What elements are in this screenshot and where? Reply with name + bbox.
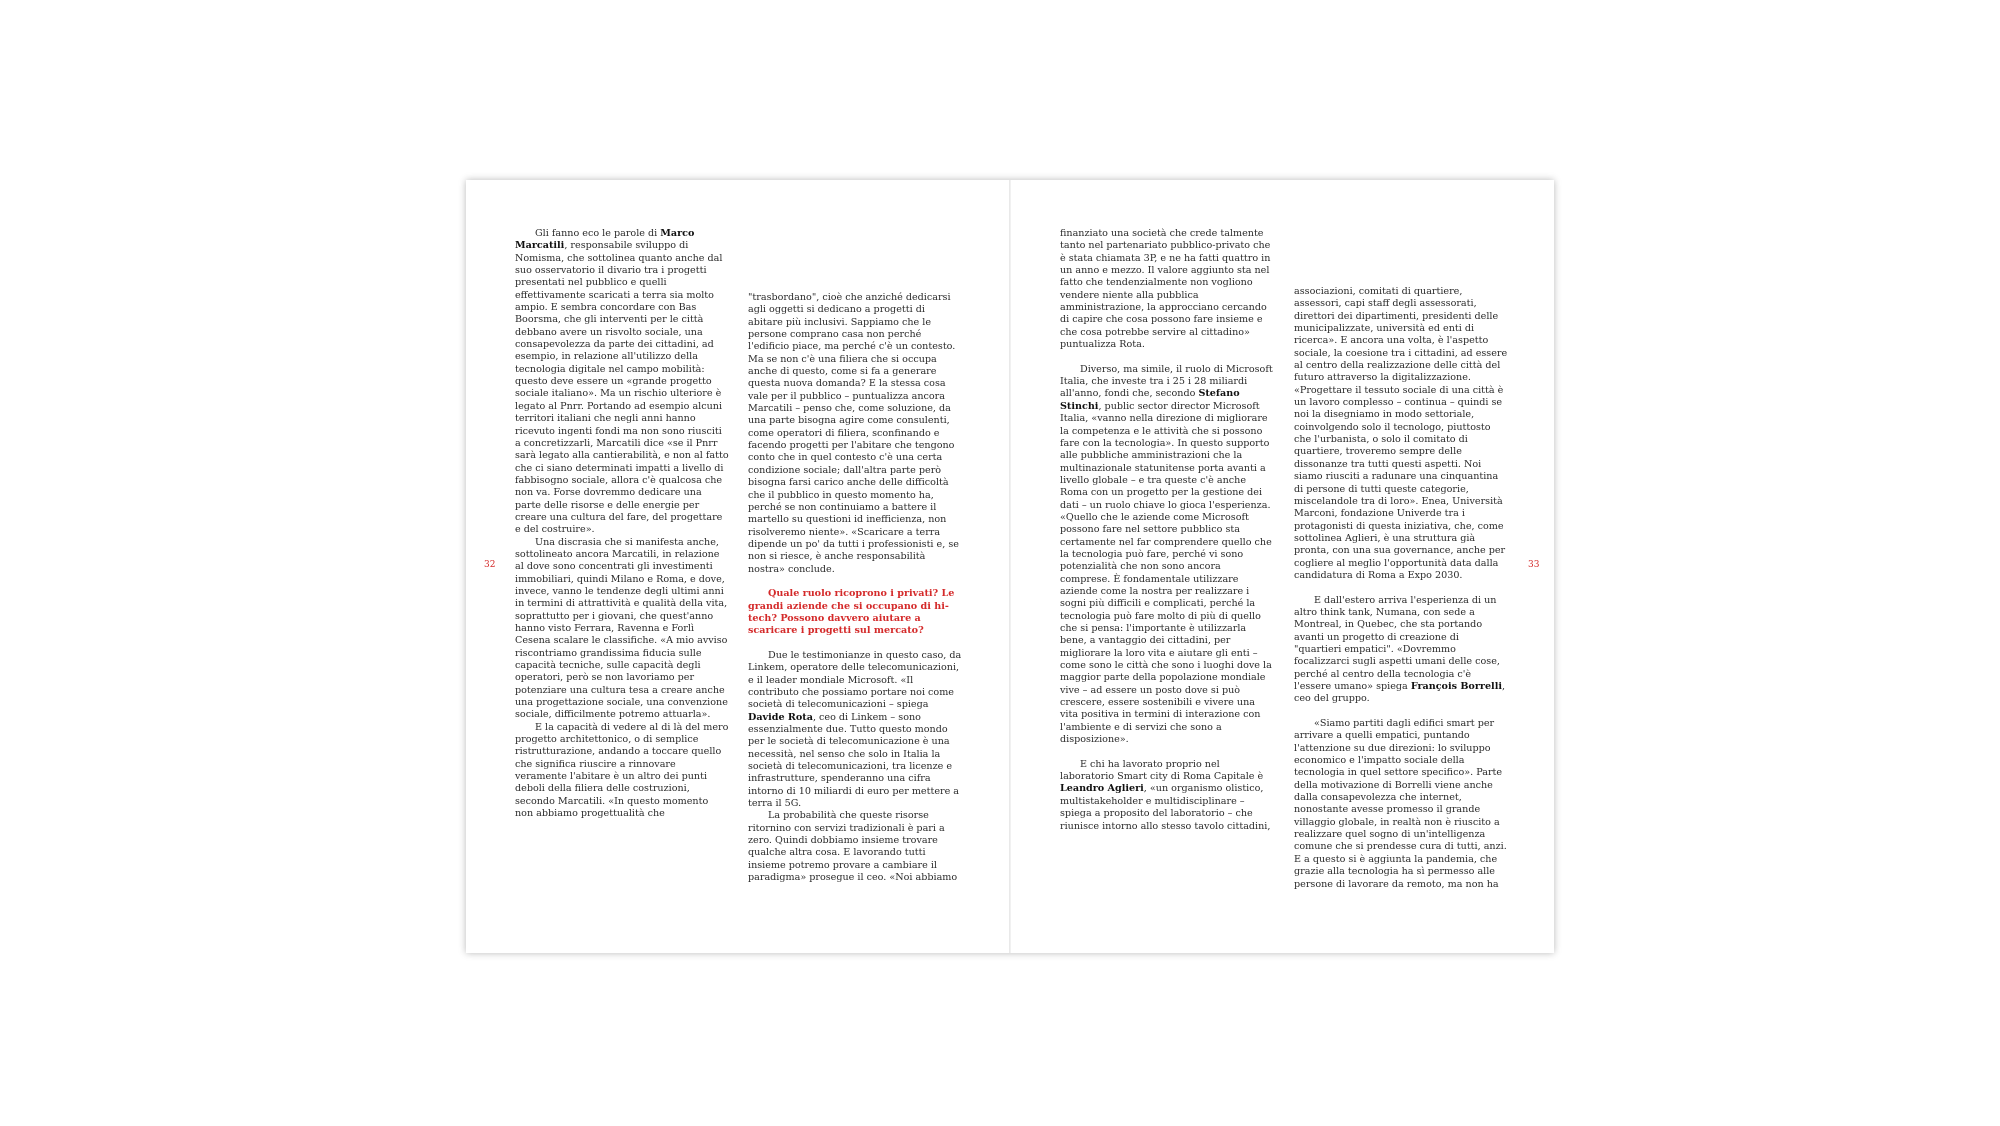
text-column-2 [748, 292, 962, 885]
person-name: Davide Rota [748, 711, 813, 723]
text-run: Quale ruolo ricoprono i privati? Le grandi aziende che si occupano di hi-tech? Possono davvero aiutare a scaricare i progetti sul mercato? [748, 588, 955, 637]
text-run: associazioni, comitati di quartiere, assessori, capi staff degli assessorati, direttori dei dipartimenti, presidenti delle municipalizzate, università ed enti di ricerca». E ancora una volta, è l'aspetto sociale, la coesione tra i cittadini, ad essere al centro della realizzazione delle città del futuro attraverso la digitalizzazione. «Progettare il tessuto sociale di una città è un lavoro complesso – continua – quindi se noi la disegniamo in modo settoriale, coinvolgendo solo il tecnologo, piuttosto che l'urbanista, o solo il comitato di quartiere, troveremo sempre delle dissonanze tra tutti questi aspetti. Noi siamo riusciti a radunare una cinquantina di persone di tutti queste categorie, miscelandole tra di loro». Enea, Università Marconi, fondazione Univerde tra i protagonisti di questa iniziativa, che, come sottolinea Aglieri, è una struttura già pronta, con una sua governance, anche per cogliere al meglio l'opportunità data dalla candidatura di Roma a Expo 2030. [1294, 286, 1508, 581]
text-run: Gli fanno eco le parole di [535, 228, 661, 239]
paragraph [1060, 759, 1274, 833]
page-number-right: 33 [1528, 560, 1540, 570]
text-run: , responsabile sviluppo di Nomisma, che sottolinea quanto anche dal suo osservatorio il divario tra i progetti presentati nel pubblico e quelli effettivamente scaricati a terra sia molto ampio. E sembra concordare con Bas Boorsma, che gli interventi per le città debbano avere un risvolto sociale, una consapevolezza da parte dei cittadini, ad esempio, in relazione all'utilizzo della tecnologia digitale nel campo mobilità: questo deve essere un «grande progetto sociale italiano». Ma un rischio ulteriore è legato al Pnrr. Portando ad esempio alcuni territori italiani che negli anni hanno ricevuto ingenti fondi ma non sono riusciti a concretizzarli, Marcatili dice «se il Pnrr sarà legato alla cantierabilità, e non al fatto che ci siano determinati impatti a livello di fabbisogno sociale, allora c'è qualcosa che non va. Forse dovremmo dedicare una parte delle risorse e delle energie per creare una cultura del fare, del progettare e del costruire». [515, 240, 729, 536]
person-name: François Borrelli [1410, 681, 1502, 692]
person-name: Stefano Stinchi [1060, 388, 1240, 412]
paragraph [515, 228, 729, 537]
section-question [748, 588, 962, 637]
magazine-spread [466, 180, 1554, 953]
person-name: Marco Marcatili [515, 228, 695, 252]
text-run: E la capacità di vedere al di là del mero progetto architettonico, o di semplice ristrutturazione, andando a toccare quello che significa riuscire a rinnovare veramente l'abitare è un altro dei punti deboli della filiera delle costruzioni, secondo Marcatili. «In questo momento non abbiamo progettualità che [515, 721, 729, 820]
page-fold [1009, 180, 1011, 953]
text-run: Diverso, ma simile, il ruolo di Microsoft Italia, che investe tra i 25 i 28 miliardi all'anno, fondi che, secondo [1060, 363, 1273, 400]
text-run: «Siamo partiti dagli edifici smart per arrivare a quelli empatici, puntando l'attenzione su due direzioni: lo sviluppo economico e l'impatto sociale della tecnologia in quel settore specifico». Parte della motivazione di Borrelli viene anche dalla consapevolezza che internet, nonostante avesse promesso il grande villaggio globale, in realtà non è riuscito a realizzare quel sogno di un'intelligenza comune che si prendesse cura di tutti, anzi. E a questo si è aggiunta la pandemia, che grazie alla tecnologia ha sì permesso alle persone di lavorare da remoto, ma non ha [1294, 718, 1507, 890]
text-run: La probabilità che queste risorse ritornino con servizi tradizionali è pari a zero. Quindi dobbiamo insieme trovare qualche altra cosa. E lavorando tutti insieme potremo provare a cambiare il paradigma» prosegue il ceo. «Noi abbiamo [748, 810, 958, 884]
paragraph [748, 810, 962, 884]
text-column-3 [1060, 228, 1274, 833]
text-run: "trasbordano", cioè che anziché dedicarsi agli oggetti si dedicano a progetti di abitare più inclusivi. Sappiamo che le persone comprano casa non perché l'edificio piace, ma perché c'è un contesto. Ma se non c'è una filiera che si occupa anche di questo, come si fa a generare questa nuova domanda? E la stessa cosa vale per il pubblico – puntualizza ancora Marcatili – penso che, come soluzione, da una parte bisogna agire come consulenti, come operatori di filiera, sconfinando e facendo progetti per l'abitare che tengono conto che in quel contesto c'è una certa condizione sociale; dall'altra parte però bisogna farsi carico anche delle difficoltà che il pubblico in questo momento ha, perché se non continuiamo a battere il martello su questioni id inefficienza, non risolveremo niente». «Scaricare a terra dipende un po' da tutti i professionisti e, se non si riesce, è anche responsabilità nostra» conclude. [748, 292, 959, 575]
paragraph [1294, 718, 1508, 891]
text-run: , public sector director Microsoft Italia, «vanno nella direzione di migliorare la competenza e le attività che si possono fare con la tecnologia». In questo supporto alle pubbliche amministrazioni che la multinazionale statunitense porta avanti a livello globale – e tra queste c'è anche Roma con un progetto per la gestione dei dati – un ruolo chiave lo gioca l'esperienza. «Quello che le aziende come Microsoft possono fare nel settore pubblico sta certamente nel far comprendere quello che la tecnologia può fare, perché vi sono potenzialità che non sono ancora comprese. È fondamentale utilizzare aziende come la nostra per realizzare i sogni più difficili e complicati, perché la tecnologia può fare molto di più di quello che si pensa: l'importante è utilizzarla bene, a vantaggio dei cittadini, per migliorare la loro vita e aiutare gli enti – come sono le città che sono i luoghi dove la maggior parte della popolazione mondiale vive – ad essere un posto dove si può crescere, essere sostenibili e vivere una vita positiva in termini di interazione con l'ambiente e di servizi che sono a disposizione». [1060, 400, 1272, 746]
text-column-1 [515, 228, 729, 821]
paragraph [1060, 364, 1274, 747]
text-run: Due le testimonianze in questo caso, da Linkem, operatore delle telecomunicazioni, e il leader mondiale Microsoft. «Il contributo che possiamo portare noi come società di telecomunicazioni – spiega [748, 649, 962, 711]
paragraph [1294, 595, 1508, 706]
text-run: Una discrasia che si manifesta anche, sottolineato ancora Marcatili, in relazione al dove sono concentrati gli investimenti immobiliari, quindi Milano e Roma, e dove, invece, vanno le tendenze degli ultimi anni in termini di attrattività e qualità della vita, soprattutto per i giovani, che quest'anno hanno visto Ferrara, Ravenna e Forlì Cesena scalare le classifiche. «A mio avviso riscontriamo grandissima fiducia sulle capacità tecniche, sulle capacità degli operatori, però se non lavoriamo per potenziare una cultura tesa a creare anche una progettazione sociale, una convenzione sociale, difficilmente potremo attuarla». [515, 536, 728, 721]
page-number-left: 32 [484, 560, 496, 570]
person-name: Leandro Aglieri [1060, 783, 1144, 795]
paragraph [748, 292, 962, 576]
text-run: , ceo del gruppo. [1294, 681, 1506, 705]
text-run: , «un organismo olistico, multistakeholder e multidisciplinare – spiega a proposito del laboratorio – che riunisce intorno allo stesso tavolo cittadini, [1060, 783, 1271, 832]
paragraph [1294, 286, 1508, 582]
paragraph [1060, 228, 1274, 351]
text-column-4 [1294, 286, 1508, 891]
paragraph [748, 650, 962, 810]
text-run: , ceo di Linkem – sono essenzialmente due. Tutto questo mondo per le società di telecomunicazione è una necessità, nel senso che solo in Italia la società di telecomunicazioni, tra licenze e infrastrutture, spenderanno una cifra intorno di 10 miliardi di euro per mettere a terra il 5G. [748, 711, 960, 810]
text-run: E chi ha lavorato proprio nel laboratorio Smart city di Roma Capitale è [1060, 758, 1264, 783]
text-run: E dall'estero arriva l'esperienza di un altro think tank, Numana, con sede a Montreal, in Quebec, che sta portando avanti un progetto di creazione di "quartieri empatici". «Dovremmo focalizzarci sugli aspetti umani delle cose, perché al centro della tecnologia c'è l'essere umano» spiega [1294, 594, 1500, 692]
text-run: finanziato una società che crede talmente tanto nel partenariato pubblico-privato che è stata chiamata 3P, e ne ha fatti quattro in un anno e mezzo. Il valore aggiunto sta nel fatto che tendenzialmente non vogliono vendere niente alla pubblica amministrazione, la approcciano cercando di capire che cosa possono fare insieme e che cosa potrebbe servire al cittadino» puntualizza Rota. [1060, 228, 1271, 351]
paragraph [515, 722, 729, 821]
paragraph [515, 537, 729, 722]
